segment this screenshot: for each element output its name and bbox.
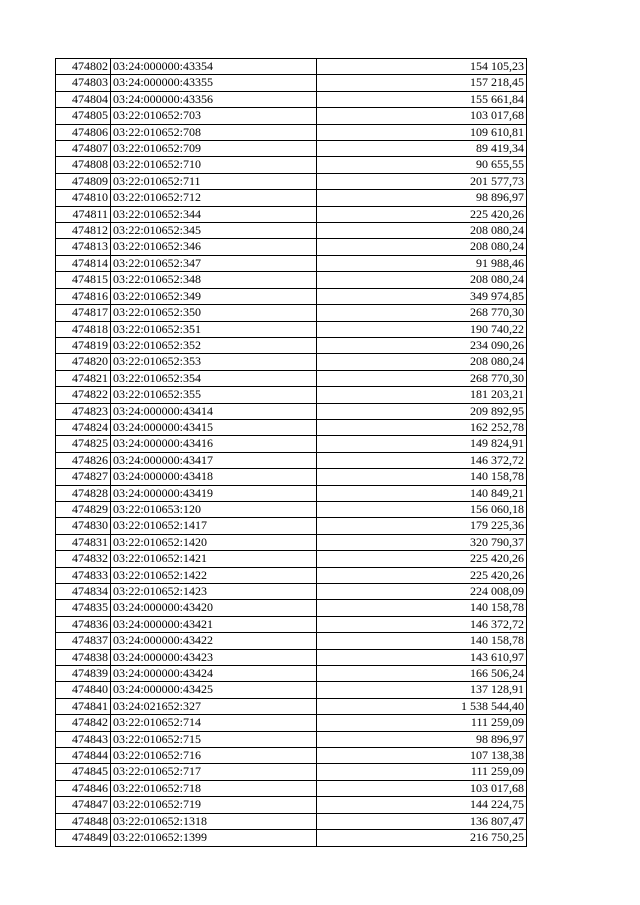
cadastral-value-cell: 268 770,30 <box>317 370 527 386</box>
cadastral-value-cell: 179 225,36 <box>317 518 527 534</box>
cadastral-number-cell: 03:22:010652:719 <box>111 797 317 813</box>
cadastral-number-cell: 03:22:010652:346 <box>111 239 317 255</box>
cadastral-value-cell: 166 506,24 <box>317 666 527 682</box>
row-number-cell: 474846 <box>56 780 111 796</box>
cadastral-number-cell: 03:22:010652:348 <box>111 272 317 288</box>
table-row <box>56 567 527 583</box>
row-number-cell: 474835 <box>56 600 111 616</box>
cadastral-number-cell: 03:24:000000:43421 <box>111 616 317 632</box>
table-row <box>56 321 527 337</box>
row-number-cell: 474837 <box>56 633 111 649</box>
row-number-cell: 474806 <box>56 124 111 140</box>
row-number-cell: 474816 <box>56 288 111 304</box>
cadastral-value-cell: 103 017,68 <box>317 108 527 124</box>
cadastral-value-cell: 157 218,45 <box>317 75 527 91</box>
table-row <box>56 649 527 665</box>
cadastral-value-cell: 111 259,09 <box>317 764 527 780</box>
table-row <box>56 124 527 140</box>
cadastral-value-cell: 136 807,47 <box>317 813 527 829</box>
table-row <box>56 436 527 452</box>
cadastral-value-cell: 208 080,24 <box>317 272 527 288</box>
table-row <box>56 469 527 485</box>
cadastral-number-cell: 03:24:000000:43425 <box>111 682 317 698</box>
row-number-cell: 474841 <box>56 698 111 714</box>
cadastral-value-cell: 90 655,55 <box>317 157 527 173</box>
row-number-cell: 474809 <box>56 173 111 189</box>
cadastral-number-cell: 03:22:010652:347 <box>111 255 317 271</box>
cadastral-value-cell: 91 988,46 <box>317 255 527 271</box>
table-row <box>56 813 527 829</box>
cadastral-value-cell: 224 008,09 <box>317 584 527 600</box>
table-row <box>56 305 527 321</box>
row-number-cell: 474826 <box>56 452 111 468</box>
row-number-cell: 474838 <box>56 649 111 665</box>
table-row <box>56 173 527 189</box>
table-row <box>56 223 527 239</box>
cadastral-number-cell: 03:24:000000:43415 <box>111 419 317 435</box>
row-number-cell: 474824 <box>56 419 111 435</box>
table-row <box>56 206 527 222</box>
cadastral-number-cell: 03:22:010652:349 <box>111 288 317 304</box>
cadastral-value-table <box>55 58 527 847</box>
cadastral-value-cell: 143 610,97 <box>317 649 527 665</box>
row-number-cell: 474842 <box>56 715 111 731</box>
row-number-cell: 474818 <box>56 321 111 337</box>
table-row <box>56 354 527 370</box>
cadastral-value-cell: 162 252,78 <box>317 419 527 435</box>
cadastral-value-cell: 140 158,78 <box>317 469 527 485</box>
table-row <box>56 633 527 649</box>
cadastral-value-cell: 89 419,34 <box>317 141 527 157</box>
cadastral-number-cell: 03:22:010652:710 <box>111 157 317 173</box>
table-row <box>56 780 527 796</box>
cadastral-number-cell: 03:22:010652:1417 <box>111 518 317 534</box>
row-number-cell: 474805 <box>56 108 111 124</box>
cadastral-number-cell: 03:22:010652:718 <box>111 780 317 796</box>
table-row <box>56 272 527 288</box>
cadastral-number-cell: 03:22:010652:712 <box>111 190 317 206</box>
table-row <box>56 239 527 255</box>
cadastral-number-cell: 03:22:010652:715 <box>111 731 317 747</box>
cadastral-value-cell: 111 259,09 <box>317 715 527 731</box>
cadastral-number-cell: 03:24:000000:43414 <box>111 403 317 419</box>
cadastral-number-cell: 03:22:010652:711 <box>111 173 317 189</box>
table-body <box>56 59 527 847</box>
cadastral-value-cell: 140 849,21 <box>317 485 527 501</box>
cadastral-value-cell: 225 420,26 <box>317 206 527 222</box>
table-row <box>56 59 527 75</box>
table-row <box>56 255 527 271</box>
cadastral-value-cell: 320 790,37 <box>317 534 527 550</box>
row-number-cell: 474840 <box>56 682 111 698</box>
row-number-cell: 474839 <box>56 666 111 682</box>
cadastral-number-cell: 03:22:010652:350 <box>111 305 317 321</box>
cadastral-value-cell: 137 128,91 <box>317 682 527 698</box>
cadastral-number-cell: 03:22:010652:708 <box>111 124 317 140</box>
table-row <box>56 288 527 304</box>
table-row <box>56 682 527 698</box>
table-row <box>56 141 527 157</box>
row-number-cell: 474812 <box>56 223 111 239</box>
cadastral-number-cell: 03:22:010652:352 <box>111 337 317 353</box>
cadastral-value-cell: 155 661,84 <box>317 91 527 107</box>
cadastral-value-cell: 201 577,73 <box>317 173 527 189</box>
cadastral-value-cell: 349 974,85 <box>317 288 527 304</box>
table-row <box>56 731 527 747</box>
table-row <box>56 584 527 600</box>
cadastral-number-cell: 03:22:010652:709 <box>111 141 317 157</box>
row-number-cell: 474847 <box>56 797 111 813</box>
table-row <box>56 403 527 419</box>
table-row <box>56 534 527 550</box>
row-number-cell: 474810 <box>56 190 111 206</box>
cadastral-value-cell: 208 080,24 <box>317 354 527 370</box>
cadastral-value-cell: 144 224,75 <box>317 797 527 813</box>
row-number-cell: 474833 <box>56 567 111 583</box>
row-number-cell: 474821 <box>56 370 111 386</box>
row-number-cell: 474832 <box>56 551 111 567</box>
row-number-cell: 474825 <box>56 436 111 452</box>
row-number-cell: 474829 <box>56 501 111 517</box>
cadastral-number-cell: 03:24:000000:43417 <box>111 452 317 468</box>
cadastral-value-cell: 1 538 544,40 <box>317 698 527 714</box>
cadastral-number-cell: 03:24:000000:43354 <box>111 59 317 75</box>
cadastral-number-cell: 03:24:000000:43356 <box>111 91 317 107</box>
cadastral-number-cell: 03:22:010652:716 <box>111 748 317 764</box>
row-number-cell: 474803 <box>56 75 111 91</box>
cadastral-number-cell: 03:22:010652:355 <box>111 387 317 403</box>
row-number-cell: 474820 <box>56 354 111 370</box>
cadastral-value-cell: 209 892,95 <box>317 403 527 419</box>
cadastral-number-cell: 03:22:010652:354 <box>111 370 317 386</box>
row-number-cell: 474823 <box>56 403 111 419</box>
table-row <box>56 616 527 632</box>
row-number-cell: 474849 <box>56 830 111 846</box>
row-number-cell: 474813 <box>56 239 111 255</box>
cadastral-value-cell: 103 017,68 <box>317 780 527 796</box>
cadastral-number-cell: 03:24:000000:43423 <box>111 649 317 665</box>
table-row <box>56 157 527 173</box>
cadastral-number-cell: 03:22:010652:703 <box>111 108 317 124</box>
cadastral-number-cell: 03:22:010652:345 <box>111 223 317 239</box>
row-number-cell: 474828 <box>56 485 111 501</box>
cadastral-value-cell: 109 610,81 <box>317 124 527 140</box>
table-row <box>56 600 527 616</box>
cadastral-number-cell: 03:22:010652:1422 <box>111 567 317 583</box>
table-row <box>56 764 527 780</box>
row-number-cell: 474845 <box>56 764 111 780</box>
row-number-cell: 474843 <box>56 731 111 747</box>
cadastral-value-cell: 98 896,97 <box>317 731 527 747</box>
cadastral-number-cell: 03:22:010652:344 <box>111 206 317 222</box>
table-row <box>56 75 527 91</box>
cadastral-number-cell: 03:22:010652:351 <box>111 321 317 337</box>
cadastral-value-cell: 98 896,97 <box>317 190 527 206</box>
table-row <box>56 419 527 435</box>
cadastral-value-cell: 208 080,24 <box>317 223 527 239</box>
cadastral-value-cell: 140 158,78 <box>317 633 527 649</box>
table-row <box>56 797 527 813</box>
row-number-cell: 474830 <box>56 518 111 534</box>
row-number-cell: 474815 <box>56 272 111 288</box>
row-number-cell: 474836 <box>56 616 111 632</box>
table-row <box>56 830 527 846</box>
table-row <box>56 337 527 353</box>
table-row <box>56 501 527 517</box>
cadastral-value-cell: 225 420,26 <box>317 567 527 583</box>
table-row <box>56 370 527 386</box>
cadastral-number-cell: 03:22:010653:120 <box>111 501 317 517</box>
cadastral-number-cell: 03:24:000000:43422 <box>111 633 317 649</box>
cadastral-number-cell: 03:24:000000:43424 <box>111 666 317 682</box>
row-number-cell: 474819 <box>56 337 111 353</box>
cadastral-value-cell: 190 740,22 <box>317 321 527 337</box>
cadastral-number-cell: 03:24:000000:43355 <box>111 75 317 91</box>
cadastral-value-cell: 208 080,24 <box>317 239 527 255</box>
cadastral-number-cell: 03:24:021652:327 <box>111 698 317 714</box>
table-row <box>56 387 527 403</box>
row-number-cell: 474814 <box>56 255 111 271</box>
cadastral-value-cell: 156 060,18 <box>317 501 527 517</box>
document-page <box>55 58 526 847</box>
row-number-cell: 474807 <box>56 141 111 157</box>
cadastral-number-cell: 03:22:010652:1399 <box>111 830 317 846</box>
row-number-cell: 474834 <box>56 584 111 600</box>
row-number-cell: 474822 <box>56 387 111 403</box>
row-number-cell: 474802 <box>56 59 111 75</box>
cadastral-value-cell: 146 372,72 <box>317 452 527 468</box>
table-row <box>56 108 527 124</box>
cadastral-number-cell: 03:24:000000:43416 <box>111 436 317 452</box>
table-row <box>56 551 527 567</box>
table-row <box>56 91 527 107</box>
row-number-cell: 474831 <box>56 534 111 550</box>
row-number-cell: 474844 <box>56 748 111 764</box>
cadastral-value-cell: 149 824,91 <box>317 436 527 452</box>
row-number-cell: 474848 <box>56 813 111 829</box>
table-row <box>56 715 527 731</box>
cadastral-value-cell: 140 158,78 <box>317 600 527 616</box>
cadastral-number-cell: 03:22:010652:353 <box>111 354 317 370</box>
cadastral-number-cell: 03:22:010652:717 <box>111 764 317 780</box>
cadastral-value-cell: 216 750,25 <box>317 830 527 846</box>
cadastral-value-cell: 234 090,26 <box>317 337 527 353</box>
cadastral-value-cell: 181 203,21 <box>317 387 527 403</box>
cadastral-number-cell: 03:22:010652:1421 <box>111 551 317 567</box>
cadastral-value-cell: 225 420,26 <box>317 551 527 567</box>
row-number-cell: 474811 <box>56 206 111 222</box>
cadastral-number-cell: 03:24:000000:43418 <box>111 469 317 485</box>
cadastral-number-cell: 03:22:010652:1423 <box>111 584 317 600</box>
row-number-cell: 474827 <box>56 469 111 485</box>
cadastral-value-cell: 107 138,38 <box>317 748 527 764</box>
row-number-cell: 474817 <box>56 305 111 321</box>
table-row <box>56 698 527 714</box>
table-row <box>56 518 527 534</box>
cadastral-number-cell: 03:22:010652:714 <box>111 715 317 731</box>
table-row <box>56 485 527 501</box>
cadastral-value-cell: 154 105,23 <box>317 59 527 75</box>
row-number-cell: 474808 <box>56 157 111 173</box>
table-row <box>56 452 527 468</box>
cadastral-number-cell: 03:22:010652:1420 <box>111 534 317 550</box>
table-row <box>56 190 527 206</box>
cadastral-number-cell: 03:24:000000:43420 <box>111 600 317 616</box>
cadastral-number-cell: 03:24:000000:43419 <box>111 485 317 501</box>
table-row <box>56 666 527 682</box>
cadastral-value-cell: 146 372,72 <box>317 616 527 632</box>
cadastral-number-cell: 03:22:010652:1318 <box>111 813 317 829</box>
cadastral-value-cell: 268 770,30 <box>317 305 527 321</box>
table-row <box>56 748 527 764</box>
row-number-cell: 474804 <box>56 91 111 107</box>
